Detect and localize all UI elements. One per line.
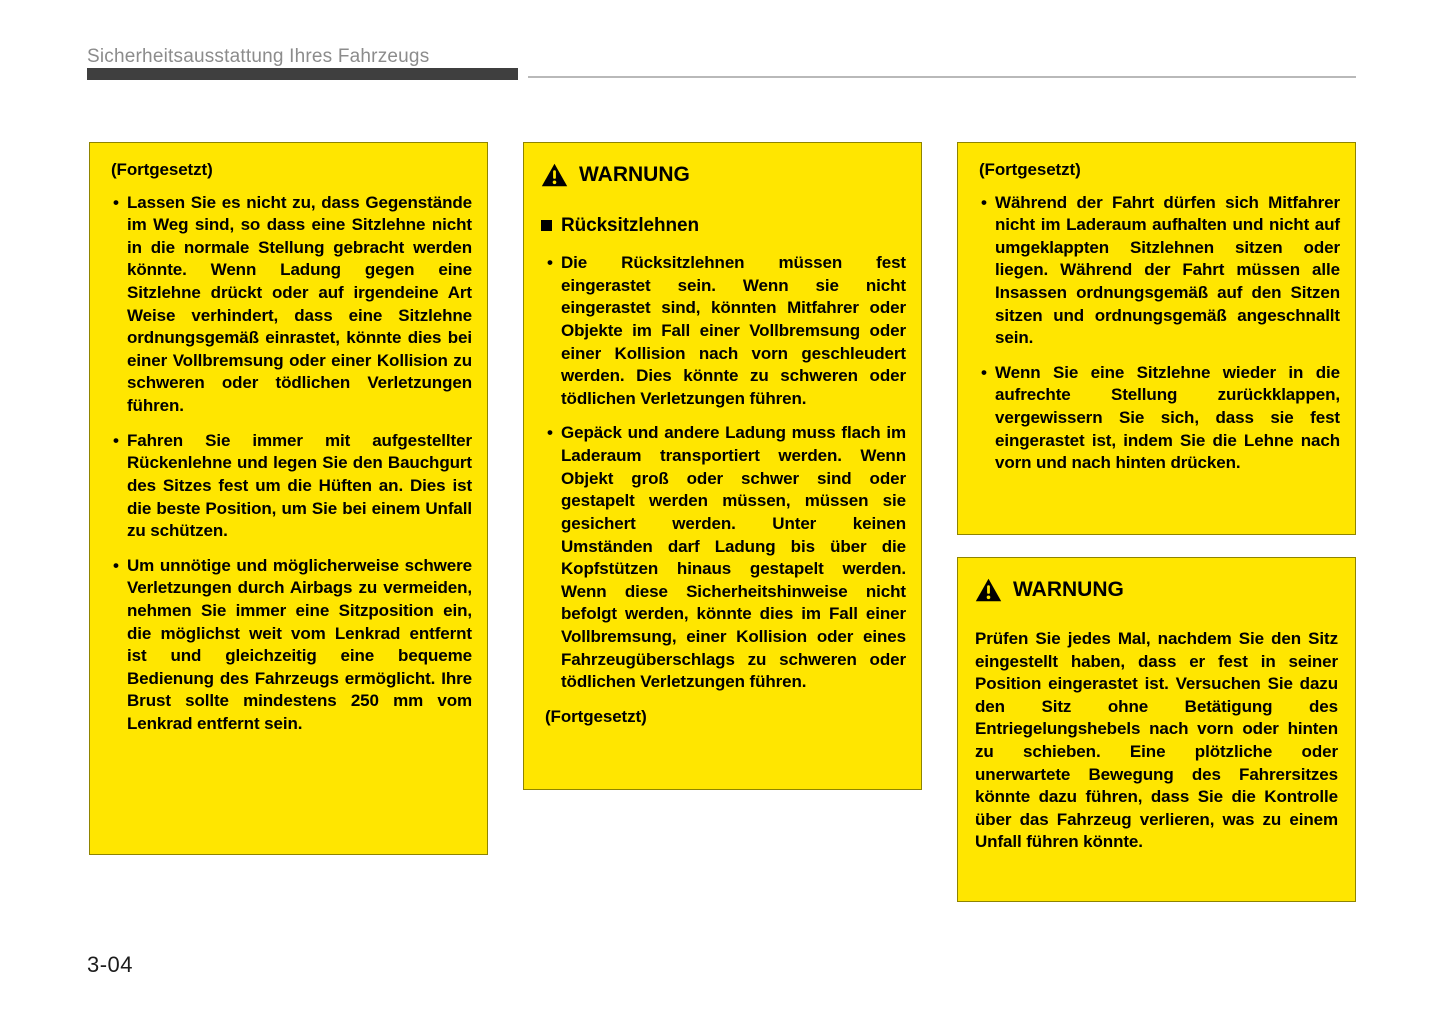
bullet-marker [973,362,995,475]
bullet-text: Gepäck und andere Ladung muss flach im Laderaum transportiert werden. Wenn Objekt groß oder schwer sind oder gestapelt werden müssen, müssen sie gesichert werden. Unter keinen Umständen darf Ladung bis über die Kopfstützen hinaus gestapelt werden. Wenn diese Sicherheitshinweise nicht befolgt werden, könnte dies im Fall einer Vollbremsung, einer Kollision oder eines Fahrzeugüberschlags zu schweren oder tödlichen Verletzungen führen. [561,423,906,692]
warning-box-left [89,142,488,855]
warning-box-right-bottom [957,557,1356,902]
bullet-text: Während der Fahrt dürfen sich Mitfahrer nicht im Laderaum aufhalten und nicht auf umgeklappten Sitzlehnen sitzen oder liegen. Während der Fahrt müssen alle Insassen ordnungsgemäß auf den Sitzen sitzen und ordnungsgemäß angeschnallt sein. [995,192,1340,348]
continued-label: (Fortgesetzt) [545,706,647,726]
warning-triangle-icon [541,163,568,187]
bullet-marker [105,555,127,736]
bullet-text: Lassen Sie es nicht zu, dass Gegenstände im Weg sind, so dass eine Sitzlehne nicht in die normale Stellung gebracht werden könnte. Wenn Ladung gegen eine Sitzlehne drückt oder auf irgendeine Art Weise verhindert, dass eine Sitzlehne ordnungsgemäß einrastet, könnte dies bei einer Vollbremsung oder einer Kollision zu schweren oder tödlichen Verletzungen führen. [127,192,472,416]
section-title: Rücksitzlehnen [561,214,699,236]
bullet-text: Die Rücksitzlehnen müssen fest eingerastet sein. Wenn sie nicht eingerastet sind, könnten Mitfahrer oder Objekte im Fall einer Vollbremsung oder einer Kollision nach vorn geschleudert werden. Dies könnte zu schweren oder tödlichen Verletzungen führen. [561,253,906,408]
warning-triangle-icon [975,578,1002,602]
title-underline-bar [87,68,518,80]
page-number: 3-04 [87,952,134,977]
bullet-text: Um unnötige und möglicherweise schwere Verletzungen durch Airbags zu vermeiden, nehmen Sie immer eine Sitzposition ein, die möglichst weit vom Lenkrad entfernt ist und gleichzeitig eine bequeme Bedienung des Fahrzeugs ermöglicht. Ihre Brust sollte mindestens 250 mm vom Lenkrad entfernt sein. [127,555,472,734]
header-rule [528,76,1356,78]
warning-box-right-top [957,142,1356,535]
list-item [105,192,472,418]
list-item [105,430,472,543]
bullet-text: Wenn Sie eine Sitzlehne wieder in die aufrechte Stellung zurückklappen, vergewissern Sie sich, dass sie fest eingerastet ist, indem Sie die Lehne nach vorn und nach hinten drücken. [995,362,1340,473]
bullet-marker [105,192,127,418]
section-heading [541,213,906,238]
continued-label: (Fortgesetzt) [979,160,1081,179]
warning-box-middle [523,142,922,790]
bullet-marker [539,252,561,410]
list-item [973,192,1340,350]
list-item [539,252,906,410]
list-item [973,362,1340,475]
continued-label: (Fortgesetzt) [111,160,213,179]
bullet-marker [973,192,995,350]
warning-heading [541,161,906,189]
bullet-marker [105,430,127,543]
bullet-text: Fahren Sie immer mit aufgestellter Rückenlehne und legen Sie den Bauchgurt des Sitzes fest um die Hüften an. Dies ist die beste Position, um Sie bei einem Unfall zu schützen. [127,430,472,541]
page-title: Sicherheitsausstattung Ihres Fahrzeugs [87,46,430,67]
bullet-marker [539,422,561,693]
warning-text: Prüfen Sie jedes Mal, nachdem Sie den Sitz eingestellt haben, dass er fest in seiner Position eingerastet ist. Versuchen Sie dazu den Sitz ohne Betätigung des Entriegelungshebels nach vorn oder hinten zu schieben. Eine plötzliche oder unerwartete Bewegung des Fahrersitzes könnte dazu führen, dass Sie die Kontrolle über das Fahrzeug verlieren, was zu einem Unfall führen könnte. [975,628,1338,852]
warning-heading [975,576,1340,604]
list-item [105,555,472,736]
warning-title: WARNUNG [579,163,690,186]
warning-title: WARNUNG [1013,578,1124,601]
list-item [539,422,906,693]
square-bullet-icon [541,220,552,231]
